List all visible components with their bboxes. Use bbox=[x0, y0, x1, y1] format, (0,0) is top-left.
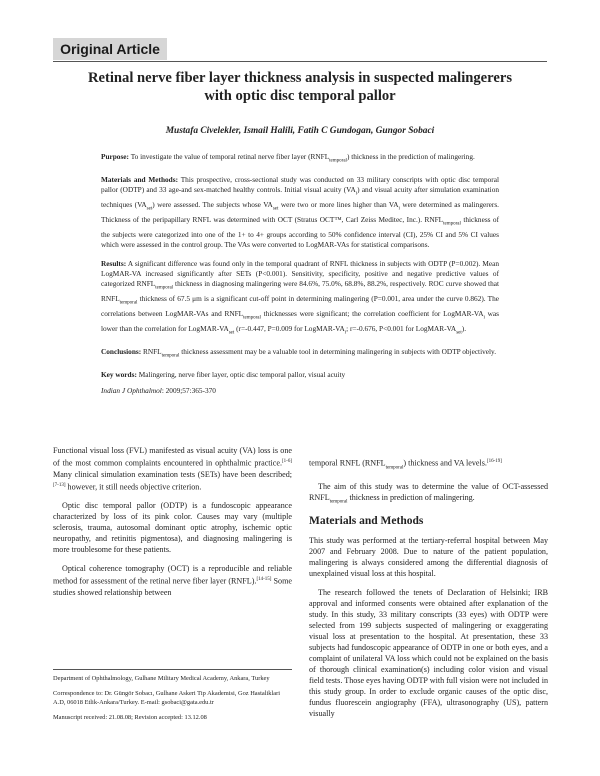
methods-sub-1: i bbox=[355, 191, 358, 197]
body-text: however, it still needs objective criterion. bbox=[65, 482, 202, 492]
methods-text-4: were two or more lines higher than VA bbox=[278, 200, 399, 210]
body-paragraph bbox=[53, 563, 292, 598]
results-sub-4: i bbox=[483, 315, 485, 321]
results-text-2: thickness in diagnosing malingering were 84.6%, 75.0%, 68.8%, 88.2%, respectively. ROC curve showed that RNFL bbox=[101, 279, 499, 304]
results-sub-2: temporal bbox=[119, 300, 138, 306]
abstract-results bbox=[101, 259, 499, 339]
reference-marker: [1-6] bbox=[282, 459, 292, 464]
methods-text-3: ) were assessed. The subjects whose VA bbox=[152, 200, 273, 210]
abstract bbox=[101, 152, 499, 405]
subscript: temporal bbox=[385, 465, 404, 471]
methods-label: Materials and Methods: bbox=[101, 174, 179, 184]
conclusions-label: Conclusions: bbox=[101, 346, 142, 356]
results-text-6: (r=-0.447, P=0.009 for LogMAR-VA bbox=[234, 324, 345, 334]
methods-text-5: were determined as malingerers. Thickness of the peripapillary RNFL was determined with OCT (Stratus OCT™, Carl Zeiss Meditec, Inc.). RNFL bbox=[101, 200, 499, 224]
results-sub-5: set bbox=[228, 330, 235, 336]
section-heading: Materials and Methods bbox=[309, 514, 424, 527]
journal-name: Indian J Ophthalmol bbox=[101, 386, 162, 396]
body-text: thickness in prediction of malingering. bbox=[347, 493, 475, 503]
abstract-conclusions bbox=[101, 347, 499, 362]
author-list: Mustafa Civelekler, Ismail Halili, Fatih C Gundogan, Gungor Sobaci bbox=[165, 126, 435, 136]
methods-sub-4: i bbox=[398, 206, 400, 212]
citation-details: : 2009;57:365-370 bbox=[161, 386, 216, 396]
article-type-tag: Original Article bbox=[53, 38, 167, 60]
body-column-left bbox=[53, 445, 292, 606]
journal-citation bbox=[101, 386, 499, 396]
results-sub-7: set bbox=[456, 330, 462, 336]
body-text: The aim of this study was to determine the value of OCT-assessed RNFL bbox=[309, 482, 548, 503]
conclusions-text-2: thickness assessment may be a valuable tool in determining malingering in subjects with ODTP objectively. bbox=[179, 346, 497, 356]
purpose-label: Purpose: bbox=[101, 152, 129, 161]
abstract-keywords bbox=[101, 370, 499, 380]
reference-marker: [14-15] bbox=[256, 577, 272, 583]
conclusions-sub: temporal bbox=[161, 353, 180, 359]
methods-text-2: ) and visual acuity after simulation examination techniques (VA bbox=[101, 185, 499, 210]
department: Department of Ophthalmology, Gulhane Military Medical Academy, Ankara, Turkey bbox=[53, 675, 270, 682]
body-text: Some studies showed relationship between bbox=[53, 577, 292, 598]
abstract-purpose bbox=[101, 152, 499, 167]
conclusions-text: RNFL bbox=[142, 346, 162, 356]
results-sub-6: i bbox=[344, 330, 347, 336]
results-text-5: was lower than the correlation for LogMAR-VA bbox=[101, 309, 499, 334]
purpose-sub: temporal bbox=[329, 158, 347, 164]
results-text-3: thickness of 67.5 μm is a significant cut-off point in determining malingering (P=0.001, area under the curve 0.862). The correlations between LogMAR-VAs and RNFL bbox=[101, 294, 499, 319]
keywords-label: Key words: bbox=[101, 369, 137, 379]
purpose-text-2: ) thickness in the prediction of malingering. bbox=[346, 152, 475, 161]
reference-marker: [7-13] bbox=[53, 482, 66, 488]
affiliation-block bbox=[53, 674, 292, 728]
affiliation-rule bbox=[53, 669, 292, 670]
results-sub-1: temporal bbox=[155, 285, 174, 291]
body-text: Optical coherence tomography (OCT) is a reproducible and reliable method for assessment of the retinal nerve fiber layer (RNFL). bbox=[53, 564, 292, 587]
title-line-1: Retinal nerve fiber layer thickness analysis in suspected malingerers bbox=[87, 70, 513, 86]
body-paragraph: Optic disc temporal pallor (ODTP) is a fundoscopic appearance characterized by loss of its pink color. Causes may vary (multiple sclerosis, trauma, autosomal dominant optic atrophy, ischemic optic neuropathy, and retinitis pigmentosa), and diagnosing malingering is more troublesome for these patients. bbox=[53, 501, 292, 555]
title-line-2: with optic disc temporal pallor bbox=[204, 88, 396, 104]
body-text: ) thickness and VA levels. bbox=[403, 458, 487, 468]
methods-sub-3: set bbox=[272, 206, 279, 212]
results-label: Results: bbox=[101, 258, 127, 268]
results-text-8: ). bbox=[461, 324, 467, 334]
correspondence: Correspondence to: Dr. Güngör Sobacı, Gulhane Askeri Tip Akademisi, Goz Hastaliklari A.D, 06018 Etlik-Ankara/Turkey. E-mail: gsobaci@gata.edu.tr bbox=[53, 690, 281, 706]
header-rule bbox=[53, 61, 547, 62]
body-text: Functional visual loss (FVL) manifested as visual acuity (VA) loss is one of the most common complaints encountered in ophthalmic practice. bbox=[53, 446, 292, 468]
keywords-text: Malingering, nerve fiber layer, optic disc temporal pallor, visual acuity bbox=[138, 369, 346, 379]
methods-text-6: thickness of the subjects were categorized into one of the 1+ to 4+ groups according to 50% confidence interval (CI), 25% CI and 5% CI values which were assessed in the control group. The VAs were converted to LogMAR-VAs for statistical comparisons. bbox=[101, 214, 499, 250]
methods-sub-5: temporal bbox=[443, 221, 461, 227]
methods-text: This prospective, cross-sectional study was conducted on 33 military conscripts with optic disc temporal pallor (ODTP) and 33 age-and sex-matched healthy controls. Initial visual acuity (VA bbox=[101, 174, 499, 195]
results-sub-3: temporal bbox=[243, 315, 261, 321]
subscript: temporal bbox=[329, 499, 348, 505]
body-text: Many clinical simulation examination tests (SETs) have been described; bbox=[53, 469, 292, 479]
results-text: A significant difference was found only in the temporal quadrant of RNFL thickness in subjects with ODTP (P=0.002). Mean LogMAR-VA increased significantly after SETs (P<0.001). Sensitivity, specificity, positive and negative predictive values of categorized RNFL bbox=[101, 258, 499, 289]
body-paragraph bbox=[309, 481, 548, 508]
purpose-text: To investigate the value of temporal retinal nerve fiber layer (RNFL bbox=[130, 152, 330, 161]
results-text-4: thicknesses were significant; the correlation coefficient for LogMAR-VA bbox=[260, 309, 484, 319]
reference-marker: [16-19] bbox=[486, 459, 502, 464]
body-paragraph: The research followed the tenets of Declaration of Helsinki; IRB approval and informed consents were obtained after explanation of the study. In this study, 33 military conscripts (33 eyes) with ODTP were selected from 199 subjects suspected of malingering or exaggerating visual loss at presentation to the hospital. At presentation, these 33 subjects had fundoscopic appearance of ODTP in one or both eyes, and a complaint of unilateral VA loss which could not be explained on the basis of thorough clinical examination(s) including color vision and visual field tests. Those eyes having ODTP with full vision were not included in this study group. In order to exclude organic causes of the optic disc, fundus fluorescein angiography (FFA), ultrasonography (US), pattern visually bbox=[309, 587, 548, 718]
body-paragraph bbox=[53, 445, 292, 492]
article-title bbox=[60, 69, 540, 105]
body-paragraph: This study was performed at the tertiary-referral hospital between May 2007 and February 2008. Due to nature of the patient population, malingering is always considered among the differential diagnosis of unexplained visual loss at this hospital. bbox=[309, 535, 548, 578]
methods-sub-2: set bbox=[146, 206, 153, 212]
body-text: temporal RNFL (RNFL bbox=[309, 458, 386, 468]
abstract-methods bbox=[101, 175, 499, 251]
manuscript-dates: Manuscript received: 21.08.08; Revision accepted: 13.12.08 bbox=[53, 714, 207, 721]
body-paragraph bbox=[309, 456, 548, 473]
results-text-7: ; r=-0.676, P<0.001 for LogMAR-VA bbox=[346, 324, 457, 334]
body-column-right bbox=[309, 456, 548, 727]
